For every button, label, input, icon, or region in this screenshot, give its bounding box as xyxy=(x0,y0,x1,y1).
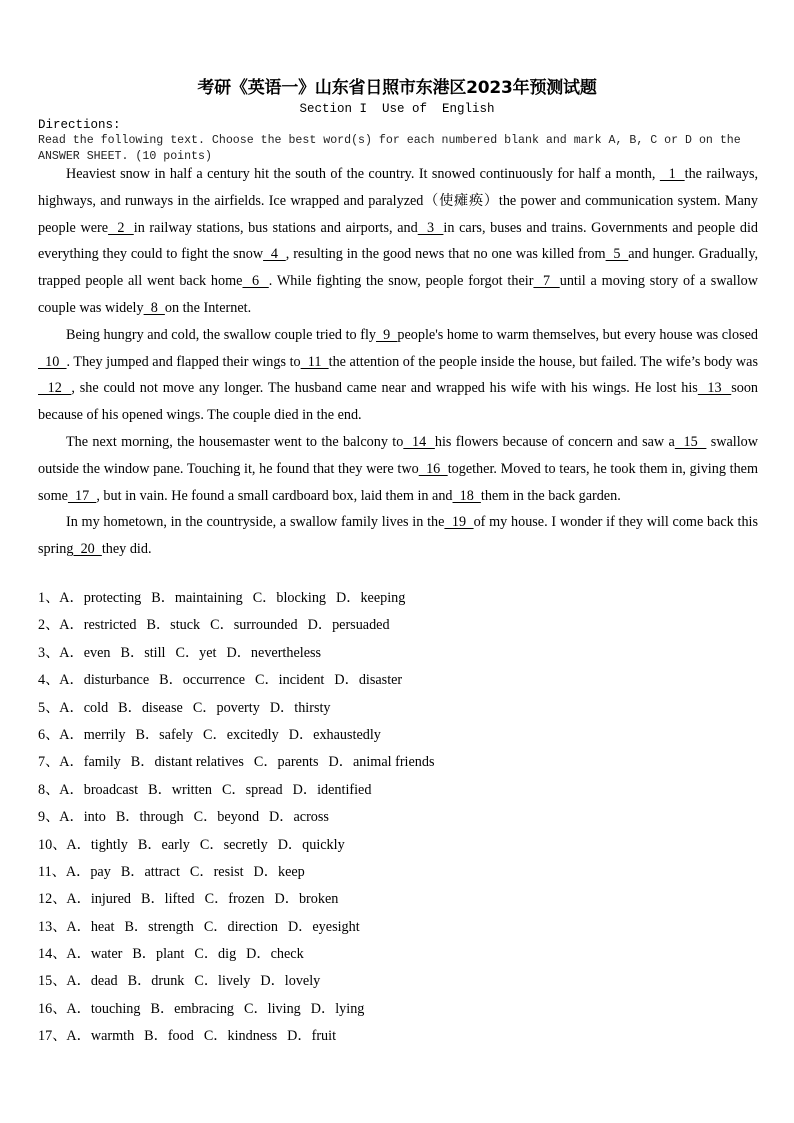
option-letter: D． xyxy=(288,726,314,743)
number-separator: 、 xyxy=(45,617,60,634)
option-text: plant xyxy=(156,946,185,963)
question-number: 14 xyxy=(38,946,53,963)
option-letter: C． xyxy=(252,590,277,606)
numbered-blank: 9 xyxy=(375,326,398,343)
numbered-blank: 4 xyxy=(263,246,286,263)
question-number: 10 xyxy=(38,836,53,853)
option-text: dig xyxy=(218,946,237,963)
passage-text: . While fighting the snow, people forgot their xyxy=(268,273,534,290)
number-separator: 、 xyxy=(52,918,67,935)
option-text: disturbance xyxy=(83,672,150,689)
question-row xyxy=(38,722,758,749)
question-number: 16 xyxy=(38,1000,53,1017)
option-text: pay xyxy=(90,863,111,880)
option-letter: B． xyxy=(141,891,165,908)
number-separator: 、 xyxy=(45,754,60,771)
number-separator: 、 xyxy=(45,726,60,743)
option-text: surrounded xyxy=(233,617,298,634)
option-text: disaster xyxy=(358,672,403,689)
numbered-blank: 11 xyxy=(300,353,329,370)
option-letter: B． xyxy=(135,726,160,743)
question-number: 7 xyxy=(38,754,46,771)
option-text: check xyxy=(270,946,304,963)
passage-text: until a moving story of a swallow couple was widely xyxy=(38,273,758,316)
option-letter: A． xyxy=(66,891,91,908)
option-text: injured xyxy=(90,891,132,908)
numbered-blank: 10 xyxy=(38,353,67,370)
option-letter: A． xyxy=(66,918,91,935)
option-letter: A． xyxy=(59,809,84,826)
option-text: water xyxy=(90,946,123,963)
option-letter: A． xyxy=(59,754,84,771)
option-letter: A． xyxy=(59,699,84,716)
option-letter: D． xyxy=(334,672,359,689)
number-separator: 、 xyxy=(45,809,60,826)
option-letter: B． xyxy=(127,973,152,990)
option-letter: D． xyxy=(277,836,303,853)
option-letter: C． xyxy=(192,699,217,716)
option-text: yet xyxy=(199,644,217,661)
option-text: disease xyxy=(141,699,183,716)
numbered-blank: 2 xyxy=(108,219,134,236)
option-text: heat xyxy=(90,918,115,935)
option-text: lying xyxy=(335,1000,365,1017)
option-letter: D． xyxy=(253,863,278,880)
question-number: 11 xyxy=(38,863,52,880)
numbered-blank: 13 xyxy=(697,380,732,397)
question-row xyxy=(38,914,758,941)
option-letter: A． xyxy=(59,590,84,606)
option-letter: D． xyxy=(328,754,353,771)
passage-text: swallow outside the window pane. Touching it, he found that they were two xyxy=(38,433,759,477)
numbered-blank: 7 xyxy=(533,273,560,290)
numbered-blank: 19 xyxy=(444,514,474,531)
option-text: merrily xyxy=(83,726,126,743)
option-text: persuaded xyxy=(332,617,390,634)
option-text: keeping xyxy=(360,590,406,606)
option-text: distant relatives xyxy=(154,754,244,771)
option-letter: A． xyxy=(66,973,91,990)
number-separator: 、 xyxy=(45,590,60,606)
option-letter: B． xyxy=(132,946,156,963)
option-text: resist xyxy=(213,863,244,880)
option-letter: A． xyxy=(66,946,91,963)
question-number: 9 xyxy=(38,809,46,826)
passage-text: the railways, highways, and runways in the airfields. Ice wrapped and paralyzed（使瘫痪）the power and communication system. Many people were xyxy=(38,166,759,236)
option-text: family xyxy=(83,754,121,771)
option-text: broadcast xyxy=(83,781,139,798)
question-number: 13 xyxy=(38,918,53,935)
passage-text: , resulting in the good news that no one was killed from xyxy=(285,246,606,263)
option-letter: C． xyxy=(244,1000,268,1017)
question-row xyxy=(38,585,758,612)
option-letter: A． xyxy=(66,1028,91,1045)
option-letter: B． xyxy=(137,836,162,853)
passage-text: on the Internet. xyxy=(164,299,252,316)
option-letter: D． xyxy=(260,973,285,990)
option-letter: D． xyxy=(287,1028,312,1045)
numbered-blank: 3 xyxy=(417,219,444,236)
passage-text: soon because of his opened wings. The couple died in the end. xyxy=(38,380,759,424)
option-letter: B． xyxy=(115,809,140,826)
question-number: 12 xyxy=(38,891,53,908)
option-letter: B． xyxy=(151,590,175,606)
option-text: stuck xyxy=(170,617,201,634)
option-text: eyesight xyxy=(312,918,360,935)
option-text: direction xyxy=(227,918,278,935)
number-separator: 、 xyxy=(45,672,60,689)
question-number: 5 xyxy=(38,699,46,716)
directions-label: Directions: xyxy=(38,118,121,132)
option-letter: D． xyxy=(269,809,294,826)
passage-text: , but in vain. He found a small cardboard box, laid them in and xyxy=(96,487,453,504)
option-letter: B． xyxy=(150,1000,175,1017)
passage-text: them in the back garden. xyxy=(480,487,621,504)
option-letter: B． xyxy=(124,918,149,935)
option-text: blocking xyxy=(276,590,327,606)
question-row xyxy=(38,612,758,639)
question-row xyxy=(38,667,758,694)
question-row xyxy=(38,859,758,886)
option-letter: C． xyxy=(194,946,219,963)
passage-text: and hunger. Gradually, trapped people all went back home xyxy=(38,246,759,290)
document-title: 考研《英语一》山东省日照市东港区2023年预测试题 xyxy=(197,78,597,98)
section-heading: Section I Use of English xyxy=(299,102,495,116)
option-text: kindness xyxy=(227,1028,278,1045)
option-letter: D． xyxy=(310,1000,336,1017)
option-text: food xyxy=(167,1028,194,1045)
option-letter: D． xyxy=(287,918,313,935)
passage-text: , she could not move any longer. The husband came near and wrapped his wife with his wings. He lost his xyxy=(71,380,698,397)
option-letter: B． xyxy=(148,781,172,798)
option-text: even xyxy=(83,644,111,661)
option-text: attract xyxy=(144,863,180,880)
option-letter: B． xyxy=(159,672,183,689)
number-separator: 、 xyxy=(45,644,60,661)
option-text: across xyxy=(293,809,329,826)
question-options-list xyxy=(38,585,758,1051)
cloze-passage xyxy=(38,161,758,563)
question-row xyxy=(38,1023,758,1050)
question-number: 2 xyxy=(38,617,46,634)
option-letter: A． xyxy=(59,726,84,743)
option-text: nevertheless xyxy=(250,644,322,661)
passage-paragraph xyxy=(38,322,758,429)
option-letter: A． xyxy=(59,672,84,689)
number-separator: 、 xyxy=(45,781,60,798)
question-row xyxy=(38,695,758,722)
question-row xyxy=(38,941,758,968)
option-text: broken xyxy=(298,891,339,908)
passage-text: people's home to warm themselves, but every house was closed xyxy=(397,326,758,343)
option-letter: B． xyxy=(144,1028,168,1045)
option-text: cold xyxy=(83,699,109,716)
number-separator: 、 xyxy=(52,891,67,908)
option-letter: C． xyxy=(203,1028,228,1045)
numbered-blank: 14 xyxy=(403,433,435,450)
option-letter: D． xyxy=(246,946,271,963)
option-text: safely xyxy=(159,726,194,743)
option-text: through xyxy=(139,809,184,826)
passage-text: in railway stations, bus stations and airports, and xyxy=(133,219,418,236)
passage-text: together. Moved to tears, he took them in, giving them some xyxy=(38,460,759,504)
question-row xyxy=(38,749,758,776)
option-letter: A． xyxy=(66,1000,91,1017)
option-letter: D． xyxy=(336,590,361,606)
option-text: tightly xyxy=(90,836,128,853)
option-letter: D． xyxy=(274,891,299,908)
question-number: 4 xyxy=(38,672,46,689)
option-letter: C． xyxy=(175,644,200,661)
question-row xyxy=(38,886,758,913)
directions-text: Read the following text. Choose the best word(s) for each numbered blank and mark A, B, C or D on the ANSWER SHEET. (10 points) xyxy=(38,134,741,163)
option-letter: B． xyxy=(146,617,171,634)
passage-text: in cars, buses and trains. Governments and people did everything they could to fight the snow xyxy=(38,219,759,263)
option-text: parents xyxy=(277,754,319,771)
option-letter: C． xyxy=(199,836,224,853)
numbered-blank: 5 xyxy=(605,246,629,263)
numbered-blank: 18 xyxy=(452,487,481,504)
option-text: still xyxy=(144,644,166,661)
question-row xyxy=(38,640,758,667)
number-separator: 、 xyxy=(52,946,67,963)
numbered-blank: 6 xyxy=(242,273,269,290)
option-text: written xyxy=(171,781,212,798)
option-letter: A． xyxy=(65,863,91,880)
number-separator: 、 xyxy=(52,973,67,990)
passage-text: they did. xyxy=(101,541,152,558)
option-letter: D． xyxy=(292,781,318,798)
option-letter: C． xyxy=(203,726,227,743)
option-text: identified xyxy=(317,781,372,798)
passage-text: Being hungry and cold, the swallow couple tried to fly xyxy=(66,326,376,343)
option-text: strength xyxy=(148,918,194,935)
question-row xyxy=(38,832,758,859)
option-text: warmth xyxy=(90,1028,135,1045)
option-text: occurrence xyxy=(182,672,246,689)
option-text: lively xyxy=(218,973,251,990)
option-text: beyond xyxy=(217,809,260,826)
option-letter: D． xyxy=(269,699,295,716)
number-separator: 、 xyxy=(45,699,60,716)
option-text: embracing xyxy=(174,1000,235,1017)
question-row xyxy=(38,996,758,1023)
passage-paragraph xyxy=(38,429,758,509)
option-letter: C． xyxy=(203,918,228,935)
option-text: early xyxy=(161,836,190,853)
question-number: 17 xyxy=(38,1028,53,1045)
option-text: quickly xyxy=(302,836,345,853)
passage-text: Heaviest snow in half a century hit the south of the country. It snowed continuously for half a month, xyxy=(66,166,660,182)
option-letter: A． xyxy=(59,644,84,661)
passage-text: In my hometown, in the countryside, a swallow family lives in the xyxy=(66,514,445,531)
numbered-blank: 8 xyxy=(143,299,165,316)
option-letter: B． xyxy=(130,754,155,771)
option-letter: C． xyxy=(255,672,279,689)
question-number: 15 xyxy=(38,973,53,990)
option-letter: A． xyxy=(66,836,91,853)
passage-text: his flowers because of concern and saw a xyxy=(434,433,675,450)
option-text: spread xyxy=(245,781,283,798)
option-letter: D． xyxy=(226,644,251,661)
question-number: 6 xyxy=(38,726,46,743)
option-text: exhaustedly xyxy=(313,726,381,743)
option-text: frozen xyxy=(228,891,265,908)
option-letter: A． xyxy=(59,781,84,798)
numbered-blank: 16 xyxy=(418,460,448,477)
numbered-blank: 12 xyxy=(38,380,72,397)
question-number: 8 xyxy=(38,781,46,798)
option-letter: C． xyxy=(210,617,234,634)
question-row xyxy=(38,968,758,995)
numbered-blank: 17 xyxy=(67,487,97,504)
option-text: poverty xyxy=(216,699,260,716)
option-letter: B． xyxy=(118,699,142,716)
option-letter: C． xyxy=(253,754,278,771)
option-letter: C． xyxy=(189,863,214,880)
option-text: excitedly xyxy=(226,726,279,743)
option-text: fruit xyxy=(311,1028,337,1045)
option-text: protecting xyxy=(83,590,142,606)
passage-text: . They jumped and flapped their wings to xyxy=(66,353,301,370)
number-separator: 、 xyxy=(52,836,67,853)
option-text: incident xyxy=(278,672,325,689)
passage-text: the attention of the people inside the house, but failed. The wife’s body was xyxy=(328,353,758,370)
numbered-blank: 15 xyxy=(674,433,707,450)
option-text: keep xyxy=(277,863,305,880)
question-number: 3 xyxy=(38,644,46,661)
numbered-blank: 20 xyxy=(73,541,102,558)
question-number: 1 xyxy=(38,590,46,606)
question-row xyxy=(38,777,758,804)
option-text: lovely xyxy=(284,973,321,990)
number-separator: 、 xyxy=(52,1028,67,1045)
question-row xyxy=(38,804,758,831)
option-letter: D． xyxy=(307,617,333,634)
option-text: maintaining xyxy=(174,590,243,606)
option-text: into xyxy=(83,809,106,826)
option-text: thirsty xyxy=(294,699,331,716)
option-letter: C． xyxy=(204,891,229,908)
option-text: animal friends xyxy=(352,754,435,771)
option-text: lifted xyxy=(164,891,195,908)
option-letter: C． xyxy=(221,781,246,798)
passage-paragraph xyxy=(38,509,758,563)
option-text: living xyxy=(267,1000,301,1017)
numbered-blank: 1 xyxy=(659,166,685,182)
option-text: touching xyxy=(90,1000,141,1017)
number-separator: 、 xyxy=(52,1000,67,1017)
option-letter: B． xyxy=(120,863,145,880)
passage-text: The next morning, the housemaster went to the balcony to xyxy=(66,433,404,450)
option-letter: A． xyxy=(59,617,84,634)
option-text: restricted xyxy=(83,617,137,634)
option-letter: C． xyxy=(193,809,218,826)
passage-text: of my house. I wonder if they will come back this spring xyxy=(38,514,759,558)
number-separator: 、 xyxy=(51,863,66,880)
passage-paragraph xyxy=(38,161,758,322)
option-letter: B． xyxy=(120,644,145,661)
option-letter: C． xyxy=(194,973,219,990)
option-text: dead xyxy=(90,973,118,990)
option-text: drunk xyxy=(151,973,185,990)
option-text: secretly xyxy=(223,836,268,853)
